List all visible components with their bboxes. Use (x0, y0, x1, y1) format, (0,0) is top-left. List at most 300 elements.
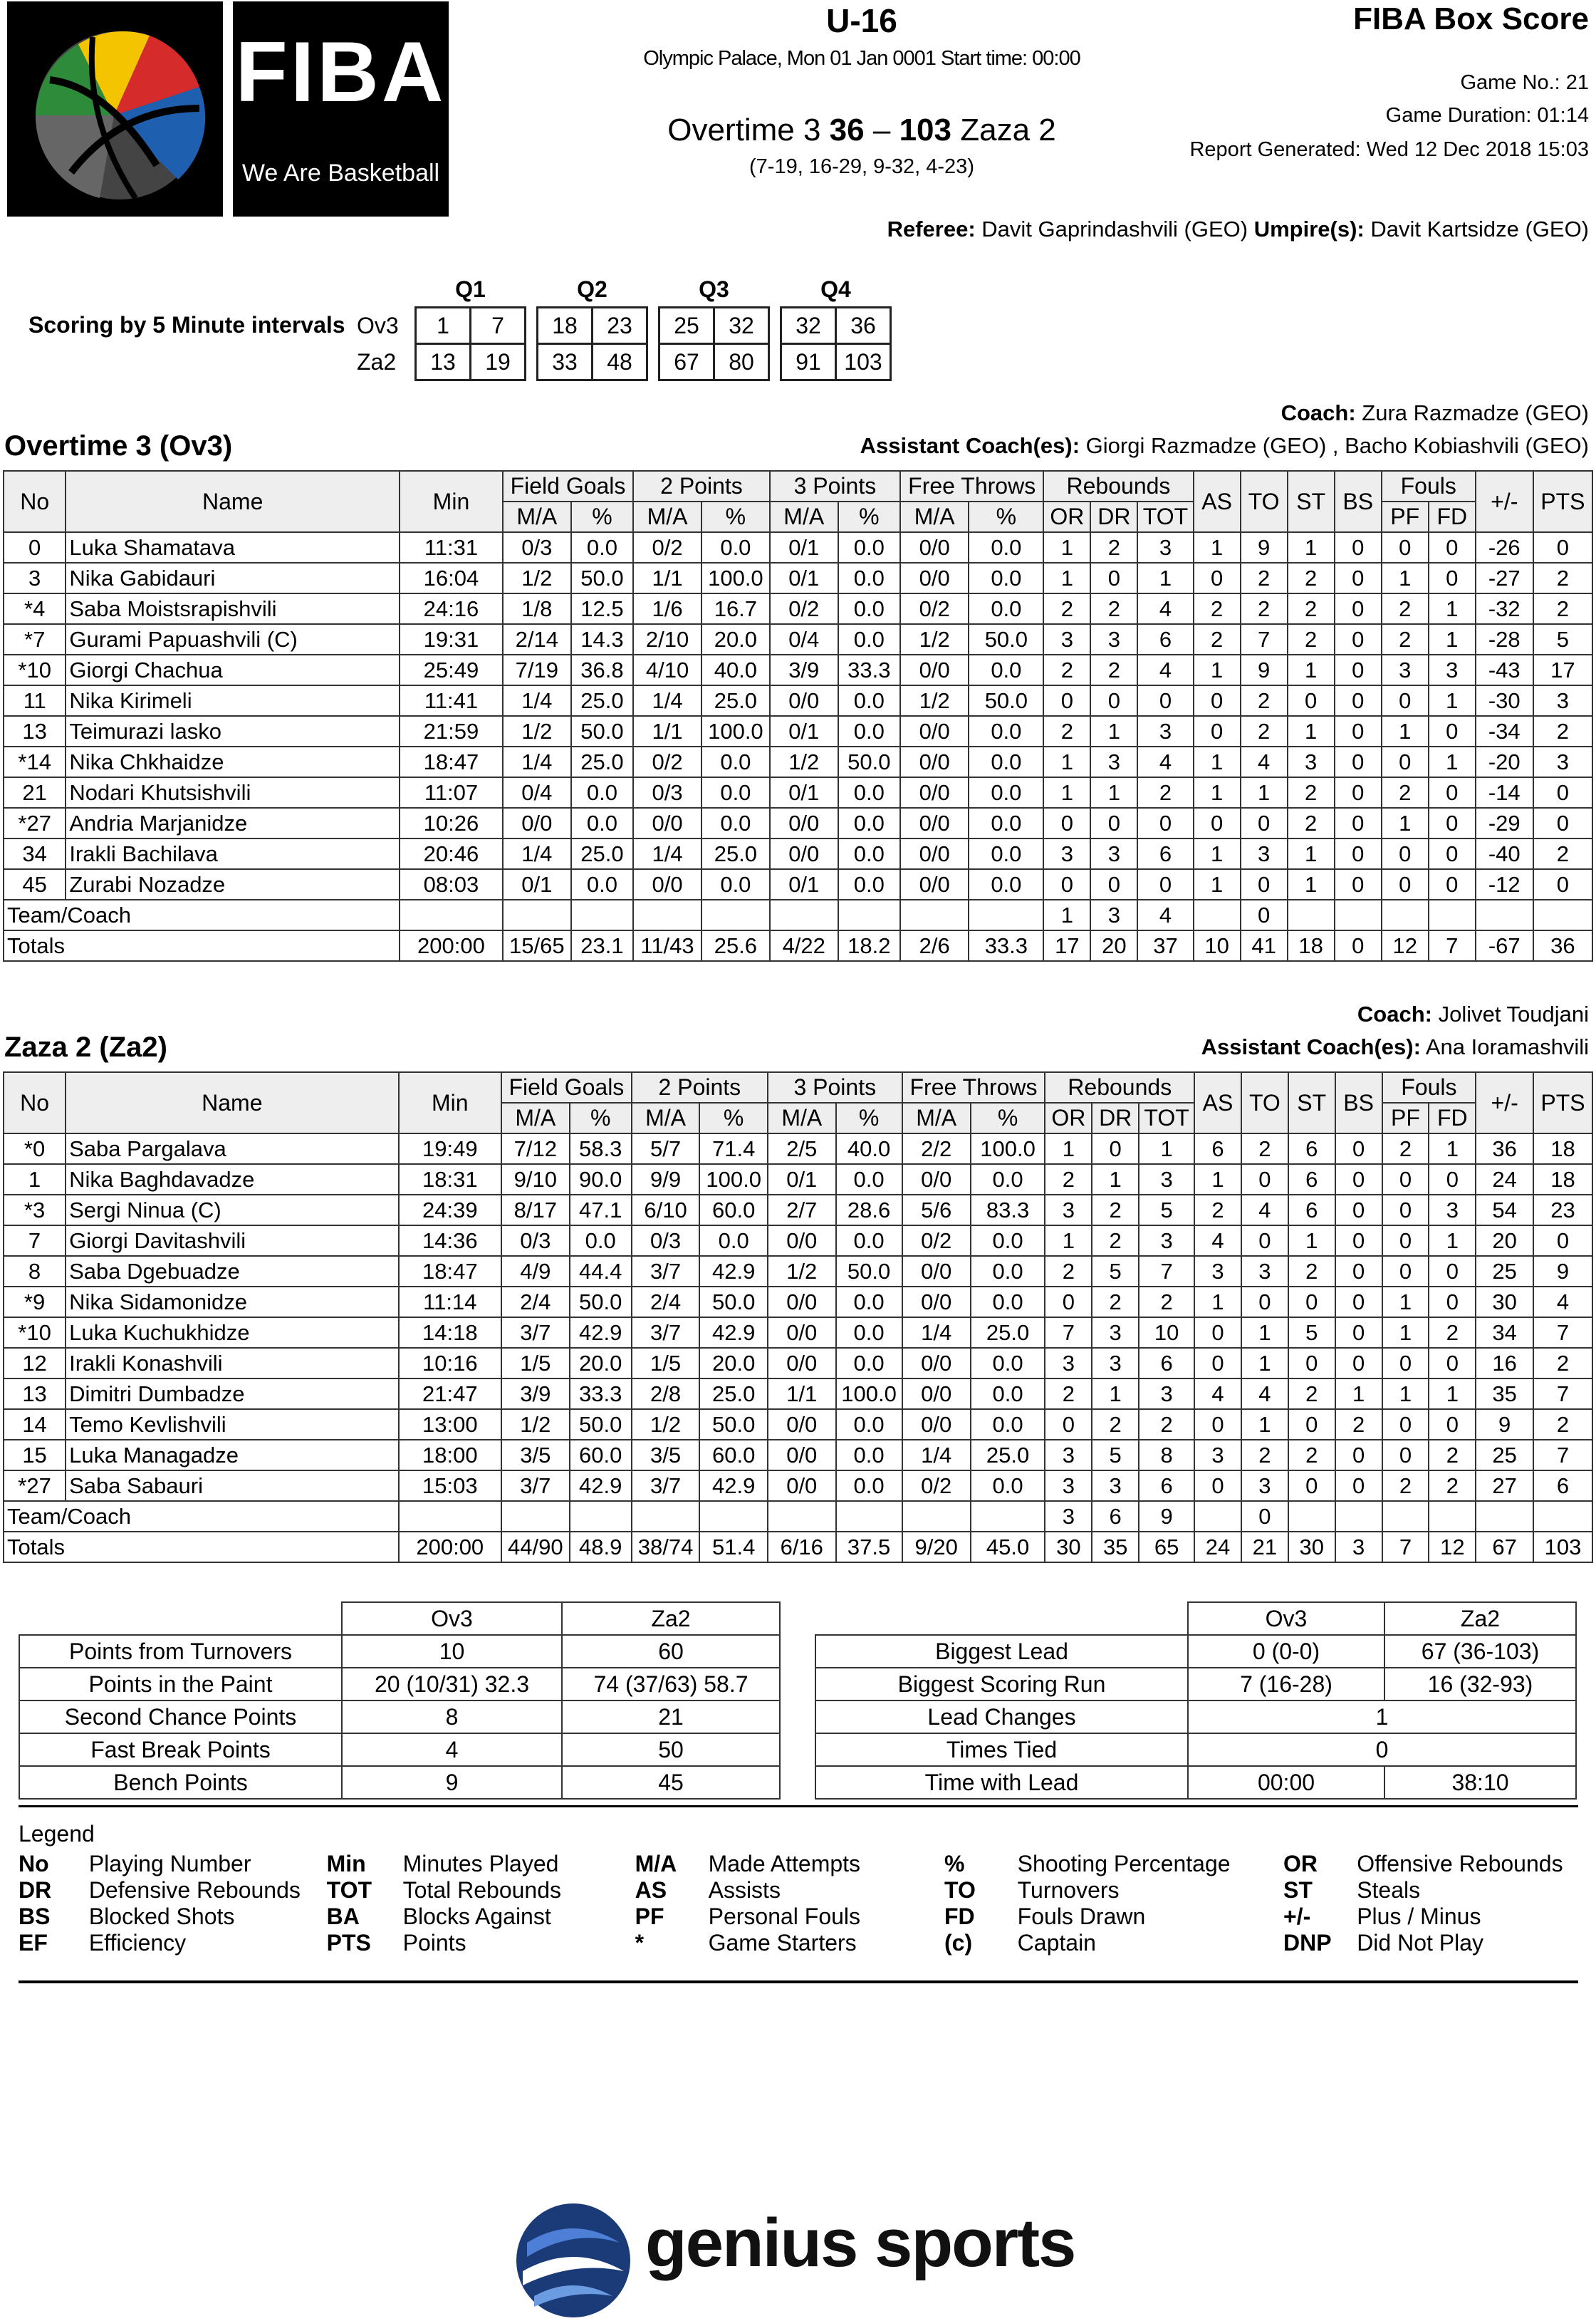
stat-cell: -26 (1476, 532, 1533, 563)
stat-cell: 1 (1429, 1378, 1476, 1409)
stat-cell: 3 (1194, 1440, 1241, 1470)
stat-cell: 0 (1137, 869, 1193, 900)
col-subheader-pct: % (836, 1103, 902, 1133)
stat-cell (971, 1501, 1045, 1532)
player-name: Nika Kirimeli (66, 685, 400, 716)
genius-sports-logo (513, 2200, 1090, 2321)
stat-cell: 7 (1429, 930, 1476, 961)
logo-text: FIBA (235, 24, 447, 120)
stat-cell: 0 (1533, 869, 1592, 900)
stat-cell: 0/1 (770, 532, 838, 563)
stat-cell: 15:03 (399, 1470, 501, 1501)
stat-cell: 33.3 (570, 1378, 632, 1409)
stat-cell: 2 (1043, 655, 1090, 685)
stat-cell: 0.0 (838, 777, 900, 808)
team-coach-label: Team/Coach (4, 1501, 399, 1532)
stat-cell: 1 (1382, 1287, 1429, 1317)
stat-cell: 0.0 (969, 655, 1043, 685)
player-name: Saba Pargalava (66, 1133, 398, 1164)
stat-cell: 36.8 (571, 655, 633, 685)
player-name: Nika Gabidauri (66, 563, 400, 593)
stat-cell: *7 (4, 624, 66, 655)
stat-cell: 1 (1090, 716, 1137, 747)
stat-cell: 1 (1382, 1378, 1429, 1409)
stat-cell: 3 (1288, 747, 1335, 777)
stat-cell: 0.0 (701, 777, 770, 808)
col-header-st: ST (1288, 1072, 1335, 1133)
stat-cell: 0 (1429, 716, 1476, 747)
stat-cell: 1 (1043, 563, 1090, 593)
stat-cell: 19:49 (399, 1133, 501, 1164)
stat-cell: 0 (1429, 777, 1476, 808)
stat-cell: 1/4 (633, 838, 701, 869)
stat-cell: 0.0 (969, 716, 1043, 747)
stat-cell: 20 (1476, 1225, 1533, 1256)
team-stats-right (815, 1601, 1577, 1800)
stat-cell (836, 1501, 902, 1532)
col-header-2-points: 2 Points (632, 1072, 768, 1103)
interval-row (356, 344, 891, 380)
stat-cell: 2 (1241, 685, 1288, 716)
stat-cell: 0 (1335, 1164, 1382, 1195)
stat-cell: 3/7 (632, 1317, 700, 1348)
stat-cell: 16 (1476, 1348, 1533, 1378)
stat-cell: 2 (1043, 716, 1090, 747)
stats-value: 74 (37/63) 58.7 (562, 1668, 780, 1700)
stat-cell: 0 (1382, 1256, 1429, 1287)
stat-cell (1335, 1501, 1382, 1532)
stat-cell: -67 (1476, 930, 1533, 961)
stat-cell: 0/3 (633, 777, 701, 808)
col-subheader-ma: M/A (503, 502, 571, 532)
stat-cell: 0.0 (969, 593, 1043, 624)
stat-cell: 0.0 (969, 563, 1043, 593)
stat-cell: 5 (1092, 1256, 1139, 1287)
stat-cell: 0.0 (836, 1164, 902, 1195)
stat-cell: 1 (1045, 1133, 1092, 1164)
stat-cell: 1 (1429, 685, 1476, 716)
stat-cell: 0.0 (838, 593, 900, 624)
stat-cell: 0.0 (971, 1378, 1045, 1409)
stat-cell: 1 (1382, 716, 1429, 747)
stat-cell: 0.0 (836, 1348, 902, 1378)
stat-cell: 50.0 (699, 1287, 768, 1317)
stat-cell: 0 (1335, 1256, 1382, 1287)
stat-cell: 3 (1429, 655, 1476, 685)
stat-cell: 0 (1090, 563, 1137, 593)
stat-cell: -27 (1476, 563, 1533, 593)
stat-cell: 2 (1241, 1133, 1288, 1164)
stat-cell: 1 (1045, 1225, 1092, 1256)
stat-cell: 0/0 (770, 808, 838, 838)
player-row (4, 1225, 1592, 1256)
stat-cell: 1 (1288, 532, 1335, 563)
legend-meaning: Personal Fouls (708, 1904, 861, 1929)
stat-cell (1476, 1501, 1533, 1532)
stat-cell: 0/0 (900, 777, 969, 808)
player-name: Gurami Papuashvili (C) (66, 624, 400, 655)
stat-cell: 0/0 (902, 1378, 971, 1409)
stat-cell: 0 (1335, 532, 1382, 563)
stat-cell: 1 (1092, 1378, 1139, 1409)
legend-meaning: Playing Number (88, 1851, 251, 1876)
stat-cell: 3/7 (501, 1317, 570, 1348)
stat-cell: 16:04 (400, 563, 503, 593)
stat-cell: 4/10 (633, 655, 701, 685)
legend-meaning: Fouls Drawn (1017, 1904, 1146, 1929)
stat-cell (900, 900, 969, 930)
stat-cell: 0.0 (836, 1317, 902, 1348)
stat-cell: 0/0 (768, 1440, 836, 1470)
interval-cell: 67 (659, 344, 714, 380)
stat-cell: 60.0 (699, 1440, 768, 1470)
stat-cell: 1 (1288, 716, 1335, 747)
player-name: Saba Moistsrapishvili (66, 593, 400, 624)
stat-cell: 9 (1533, 1256, 1592, 1287)
col-subheader-pct: % (838, 502, 900, 532)
stat-cell: 4/22 (770, 930, 838, 961)
stats-value: 4 (342, 1733, 562, 1766)
stat-cell: 0 (1335, 1470, 1382, 1501)
stat-cell: 1/4 (902, 1317, 971, 1348)
player-name: Giorgi Davitashvili (66, 1225, 398, 1256)
stat-cell: 0 (1194, 808, 1241, 838)
col-subheader-ma: M/A (632, 1103, 700, 1133)
stat-cell: 2 (1241, 563, 1288, 593)
score-separator: – (872, 113, 891, 147)
stat-cell: 0/0 (900, 563, 969, 593)
stat-cell: 2 (1382, 1133, 1429, 1164)
stat-cell: 0/1 (770, 869, 838, 900)
stat-cell: 1 (1043, 777, 1090, 808)
stat-cell: 1 (1090, 777, 1137, 808)
stat-cell: 0.0 (971, 1225, 1045, 1256)
legend-abbrev: EF (19, 1930, 48, 1956)
stat-cell: 1/5 (501, 1348, 570, 1378)
player-name: Irakli Bachilava (66, 838, 400, 869)
stat-cell: 0.0 (838, 532, 900, 563)
stats-label: Points in the Paint (19, 1668, 342, 1700)
stat-cell: 0 (1241, 1225, 1288, 1256)
final-score (556, 113, 1168, 148)
stat-cell: 4 (1194, 1378, 1241, 1409)
stat-cell: 0.0 (969, 747, 1043, 777)
stat-cell: 0 (1429, 1348, 1476, 1378)
stat-cell: 18 (1533, 1164, 1592, 1195)
stat-cell: 8 (1139, 1440, 1194, 1470)
legend-abbrev: BA (326, 1904, 360, 1929)
stats-label: Lead Changes (815, 1700, 1188, 1733)
stat-cell: 0 (1335, 747, 1382, 777)
stat-cell: 0 (1137, 808, 1193, 838)
stat-cell: 0 (1335, 1195, 1382, 1225)
stat-cell: 0 (1335, 593, 1382, 624)
stat-cell: 5 (1288, 1317, 1335, 1348)
stat-cell: 14:36 (399, 1225, 501, 1256)
col-header-fouls: Fouls (1382, 1072, 1476, 1103)
stat-cell: 1/1 (768, 1378, 836, 1409)
stat-cell: 0/0 (770, 838, 838, 869)
stat-cell: 0 (1194, 1348, 1241, 1378)
stat-cell: 1 (1043, 747, 1090, 777)
stat-cell: 0/2 (633, 747, 701, 777)
stat-cell: 6 (1288, 1195, 1335, 1225)
stat-cell: 2/5 (768, 1133, 836, 1164)
stat-cell: 0 (1382, 747, 1429, 777)
stat-cell: 0.0 (836, 1287, 902, 1317)
stat-cell: 0.0 (971, 1348, 1045, 1378)
stat-cell: 15 (4, 1440, 66, 1470)
legend-meaning: Assists (708, 1877, 781, 1903)
stat-cell: 6/16 (768, 1532, 836, 1562)
col-header-min: Min (399, 1072, 501, 1133)
team1-box-score (3, 470, 1593, 962)
player-row (4, 747, 1592, 777)
stat-cell: 0 (1045, 1409, 1092, 1440)
col-header-to: TO (1241, 471, 1288, 532)
col-subheader-or: OR (1045, 1103, 1092, 1133)
stat-cell: 0/0 (900, 655, 969, 685)
player-row (4, 869, 1592, 900)
player-name: Saba Dgebuadze (66, 1256, 398, 1287)
stat-cell: 0 (1194, 1317, 1241, 1348)
logo-tagline: We Are Basketball (241, 160, 440, 187)
stat-cell: 48.9 (570, 1532, 632, 1562)
interval-cell: 1 (416, 308, 471, 344)
stats-value: 10 (342, 1635, 562, 1668)
player-row (4, 624, 1592, 655)
stat-cell: 1 (1194, 869, 1241, 900)
stat-cell: 11/43 (633, 930, 701, 961)
stat-cell: 3 (1045, 1501, 1092, 1532)
stat-cell (399, 1501, 501, 1532)
stat-cell: 0 (1382, 532, 1429, 563)
stat-cell: 7 (1241, 624, 1288, 655)
col-header-as: AS (1194, 1072, 1241, 1133)
stat-cell: 1/4 (503, 747, 571, 777)
assistant-label: Assistant Coach(es): (860, 433, 1080, 458)
legend-meaning: Did Not Play (1357, 1930, 1484, 1956)
stat-cell: 50.0 (571, 716, 633, 747)
stat-cell: 1/2 (900, 685, 969, 716)
player-row (4, 655, 1592, 685)
totals-label: Totals (4, 1532, 399, 1562)
stats-value: 8 (342, 1700, 562, 1733)
stat-cell: 3 (1045, 1348, 1092, 1378)
stat-cell: 1 (1382, 808, 1429, 838)
interval-cell: 25 (659, 308, 714, 344)
stat-cell: 0.0 (571, 808, 633, 838)
player-name: Andria Marjanidze (66, 808, 400, 838)
col-header-bs: BS (1335, 1072, 1382, 1133)
legend-top-divider (19, 1805, 1578, 1807)
stat-cell: *0 (4, 1133, 66, 1164)
stat-cell: *10 (4, 655, 66, 685)
stat-cell: 3 (1137, 716, 1193, 747)
player-name: Teimurazi lasko (66, 716, 400, 747)
stat-cell: 0 (1241, 900, 1288, 930)
stat-cell: 0/1 (503, 869, 571, 900)
stat-cell: 2 (1382, 1470, 1429, 1501)
team2-coach (1357, 1002, 1589, 1027)
stat-cell: 25.0 (699, 1378, 768, 1409)
stat-cell: 0.0 (838, 808, 900, 838)
legend-meaning: Total Rebounds (402, 1877, 561, 1903)
stat-cell: 0.0 (971, 1256, 1045, 1287)
stat-cell: 5/7 (632, 1133, 700, 1164)
stat-cell: 0 (1533, 532, 1592, 563)
stat-cell: -28 (1476, 624, 1533, 655)
stat-cell: 25.0 (701, 838, 770, 869)
stat-cell: 2 (1090, 532, 1137, 563)
stat-cell: 0 (1241, 1501, 1288, 1532)
stat-cell: 1 (1429, 747, 1476, 777)
stat-cell: 1/2 (900, 624, 969, 655)
stat-cell: 2 (1137, 777, 1193, 808)
col-subheader-ma: M/A (768, 1103, 836, 1133)
stat-cell: 11:14 (399, 1287, 501, 1317)
player-name: Irakli Konashvili (66, 1348, 398, 1378)
umpire-name: Davit Kartsidze (GEO) (1370, 217, 1589, 242)
quarter-scores: (7-19, 16-29, 9-32, 4-23) (749, 155, 974, 178)
interval-cell: 19 (471, 344, 526, 380)
legend-abbrev: ST (1283, 1877, 1313, 1903)
stats-team-header: Ov3 (342, 1602, 562, 1635)
stat-cell: 0 (1090, 869, 1137, 900)
stat-cell: 6 (1194, 1133, 1241, 1164)
col-header-min: Min (400, 471, 503, 532)
stat-cell: 42.9 (699, 1256, 768, 1287)
stat-cell: 6 (1533, 1470, 1592, 1501)
stat-cell: 1 (1241, 777, 1288, 808)
stats-value: 0 (1188, 1733, 1576, 1766)
stat-cell: 4 (1533, 1287, 1592, 1317)
stat-cell: 30 (1476, 1287, 1533, 1317)
stat-cell: 0 (1335, 1225, 1382, 1256)
interval-cell: 13 (416, 344, 471, 380)
stat-cell: 0 (1429, 808, 1476, 838)
stat-cell: 0/0 (768, 1409, 836, 1440)
stat-cell: -29 (1476, 808, 1533, 838)
stat-cell: *27 (4, 808, 66, 838)
stat-cell: 0.0 (969, 869, 1043, 900)
stat-cell: 0 (1241, 1287, 1288, 1317)
stat-cell: 2 (1241, 716, 1288, 747)
stat-cell: 0.0 (701, 747, 770, 777)
stat-cell: 18 (1533, 1133, 1592, 1164)
stat-cell: 6 (1092, 1501, 1139, 1532)
player-name: Nika Sidamonidze (66, 1287, 398, 1317)
stat-cell: 3/7 (501, 1470, 570, 1501)
col-subheader-ma: M/A (900, 502, 969, 532)
stat-cell: 12 (1429, 1532, 1476, 1562)
stat-cell: 100.0 (971, 1133, 1045, 1164)
stat-cell (1382, 900, 1429, 930)
stat-cell: 3/7 (632, 1470, 700, 1501)
interval-cell: 36 (836, 308, 891, 344)
stat-cell: 13:00 (399, 1409, 501, 1440)
stat-cell: 65 (1139, 1532, 1194, 1562)
stat-cell: 0.0 (969, 777, 1043, 808)
interval-cell: 7 (471, 308, 526, 344)
col-subheader-dr: DR (1090, 502, 1137, 532)
col-header-plus-minus: +/- (1476, 471, 1533, 532)
stat-cell: 0 (1335, 930, 1382, 961)
stat-cell: 3 (1137, 532, 1193, 563)
stat-cell: 2 (1092, 1225, 1139, 1256)
legend-abbrev: PTS (326, 1930, 371, 1956)
stat-cell: 0 (1045, 1287, 1092, 1317)
stat-cell: 0/0 (900, 716, 969, 747)
stat-cell: 17 (1043, 930, 1090, 961)
stat-cell: 42.9 (570, 1470, 632, 1501)
stat-cell: 2 (1382, 593, 1429, 624)
stat-cell: 45.0 (971, 1532, 1045, 1562)
stats-row (815, 1635, 1576, 1668)
stat-cell: 5 (1533, 624, 1592, 655)
team-stats-left (19, 1601, 781, 1800)
interval-cell: 32 (781, 308, 836, 344)
stat-cell: 0 (1335, 1287, 1382, 1317)
stat-cell: 6 (1137, 624, 1193, 655)
stat-cell: 200:00 (399, 1532, 501, 1562)
stat-cell: 3/9 (770, 655, 838, 685)
col-subheader-fd: FD (1429, 502, 1476, 532)
stat-cell: 28.6 (836, 1195, 902, 1225)
legend-meaning: Blocked Shots (88, 1904, 235, 1929)
stat-cell: 4 (1137, 655, 1193, 685)
interval-cell: 23 (593, 308, 647, 344)
player-name: Temo Kevlishvili (66, 1409, 398, 1440)
stat-cell: 2 (1382, 777, 1429, 808)
stat-cell: 0.0 (838, 838, 900, 869)
stat-cell: 0/3 (501, 1225, 570, 1256)
stats-value: 50 (562, 1733, 780, 1766)
stat-cell: -14 (1476, 777, 1533, 808)
col-subheader-ma: M/A (770, 502, 838, 532)
col-header-as: AS (1194, 471, 1241, 532)
col-header-plus-minus: +/- (1476, 1072, 1533, 1133)
competition-title: U-16 (826, 2, 897, 39)
stat-cell: 25:49 (400, 655, 503, 685)
stat-cell: 2 (1241, 593, 1288, 624)
stat-cell: *27 (4, 1470, 66, 1501)
team-coach-label: Team/Coach (4, 900, 400, 930)
stat-cell: 0/0 (902, 1287, 971, 1317)
stat-cell: 25.0 (971, 1317, 1045, 1348)
stat-cell: 0/1 (770, 777, 838, 808)
stat-cell: 5 (1139, 1195, 1194, 1225)
stats-label: Biggest Scoring Run (815, 1668, 1188, 1700)
genius-sports-globe-icon (513, 2200, 634, 2321)
stats-label: Times Tied (815, 1733, 1188, 1766)
stat-cell: 9 (1241, 532, 1288, 563)
legend-meaning: Shooting Percentage (1017, 1851, 1231, 1876)
stats-team-header: Ov3 (1188, 1602, 1384, 1635)
legend-row (19, 1877, 1596, 1904)
legend-abbrev: OR (1283, 1851, 1318, 1876)
stat-cell: 0.0 (570, 1225, 632, 1256)
stat-cell: 0 (1194, 685, 1241, 716)
stat-cell: 90.0 (570, 1164, 632, 1195)
stat-cell: 18 (1288, 930, 1335, 961)
player-name: Nika Baghdavadze (66, 1164, 398, 1195)
stat-cell: 0 (1335, 716, 1382, 747)
stats-row (19, 1635, 780, 1668)
stat-cell: 40.0 (836, 1133, 902, 1164)
stat-cell: 7 (1533, 1317, 1592, 1348)
stat-cell: 0 (1429, 563, 1476, 593)
